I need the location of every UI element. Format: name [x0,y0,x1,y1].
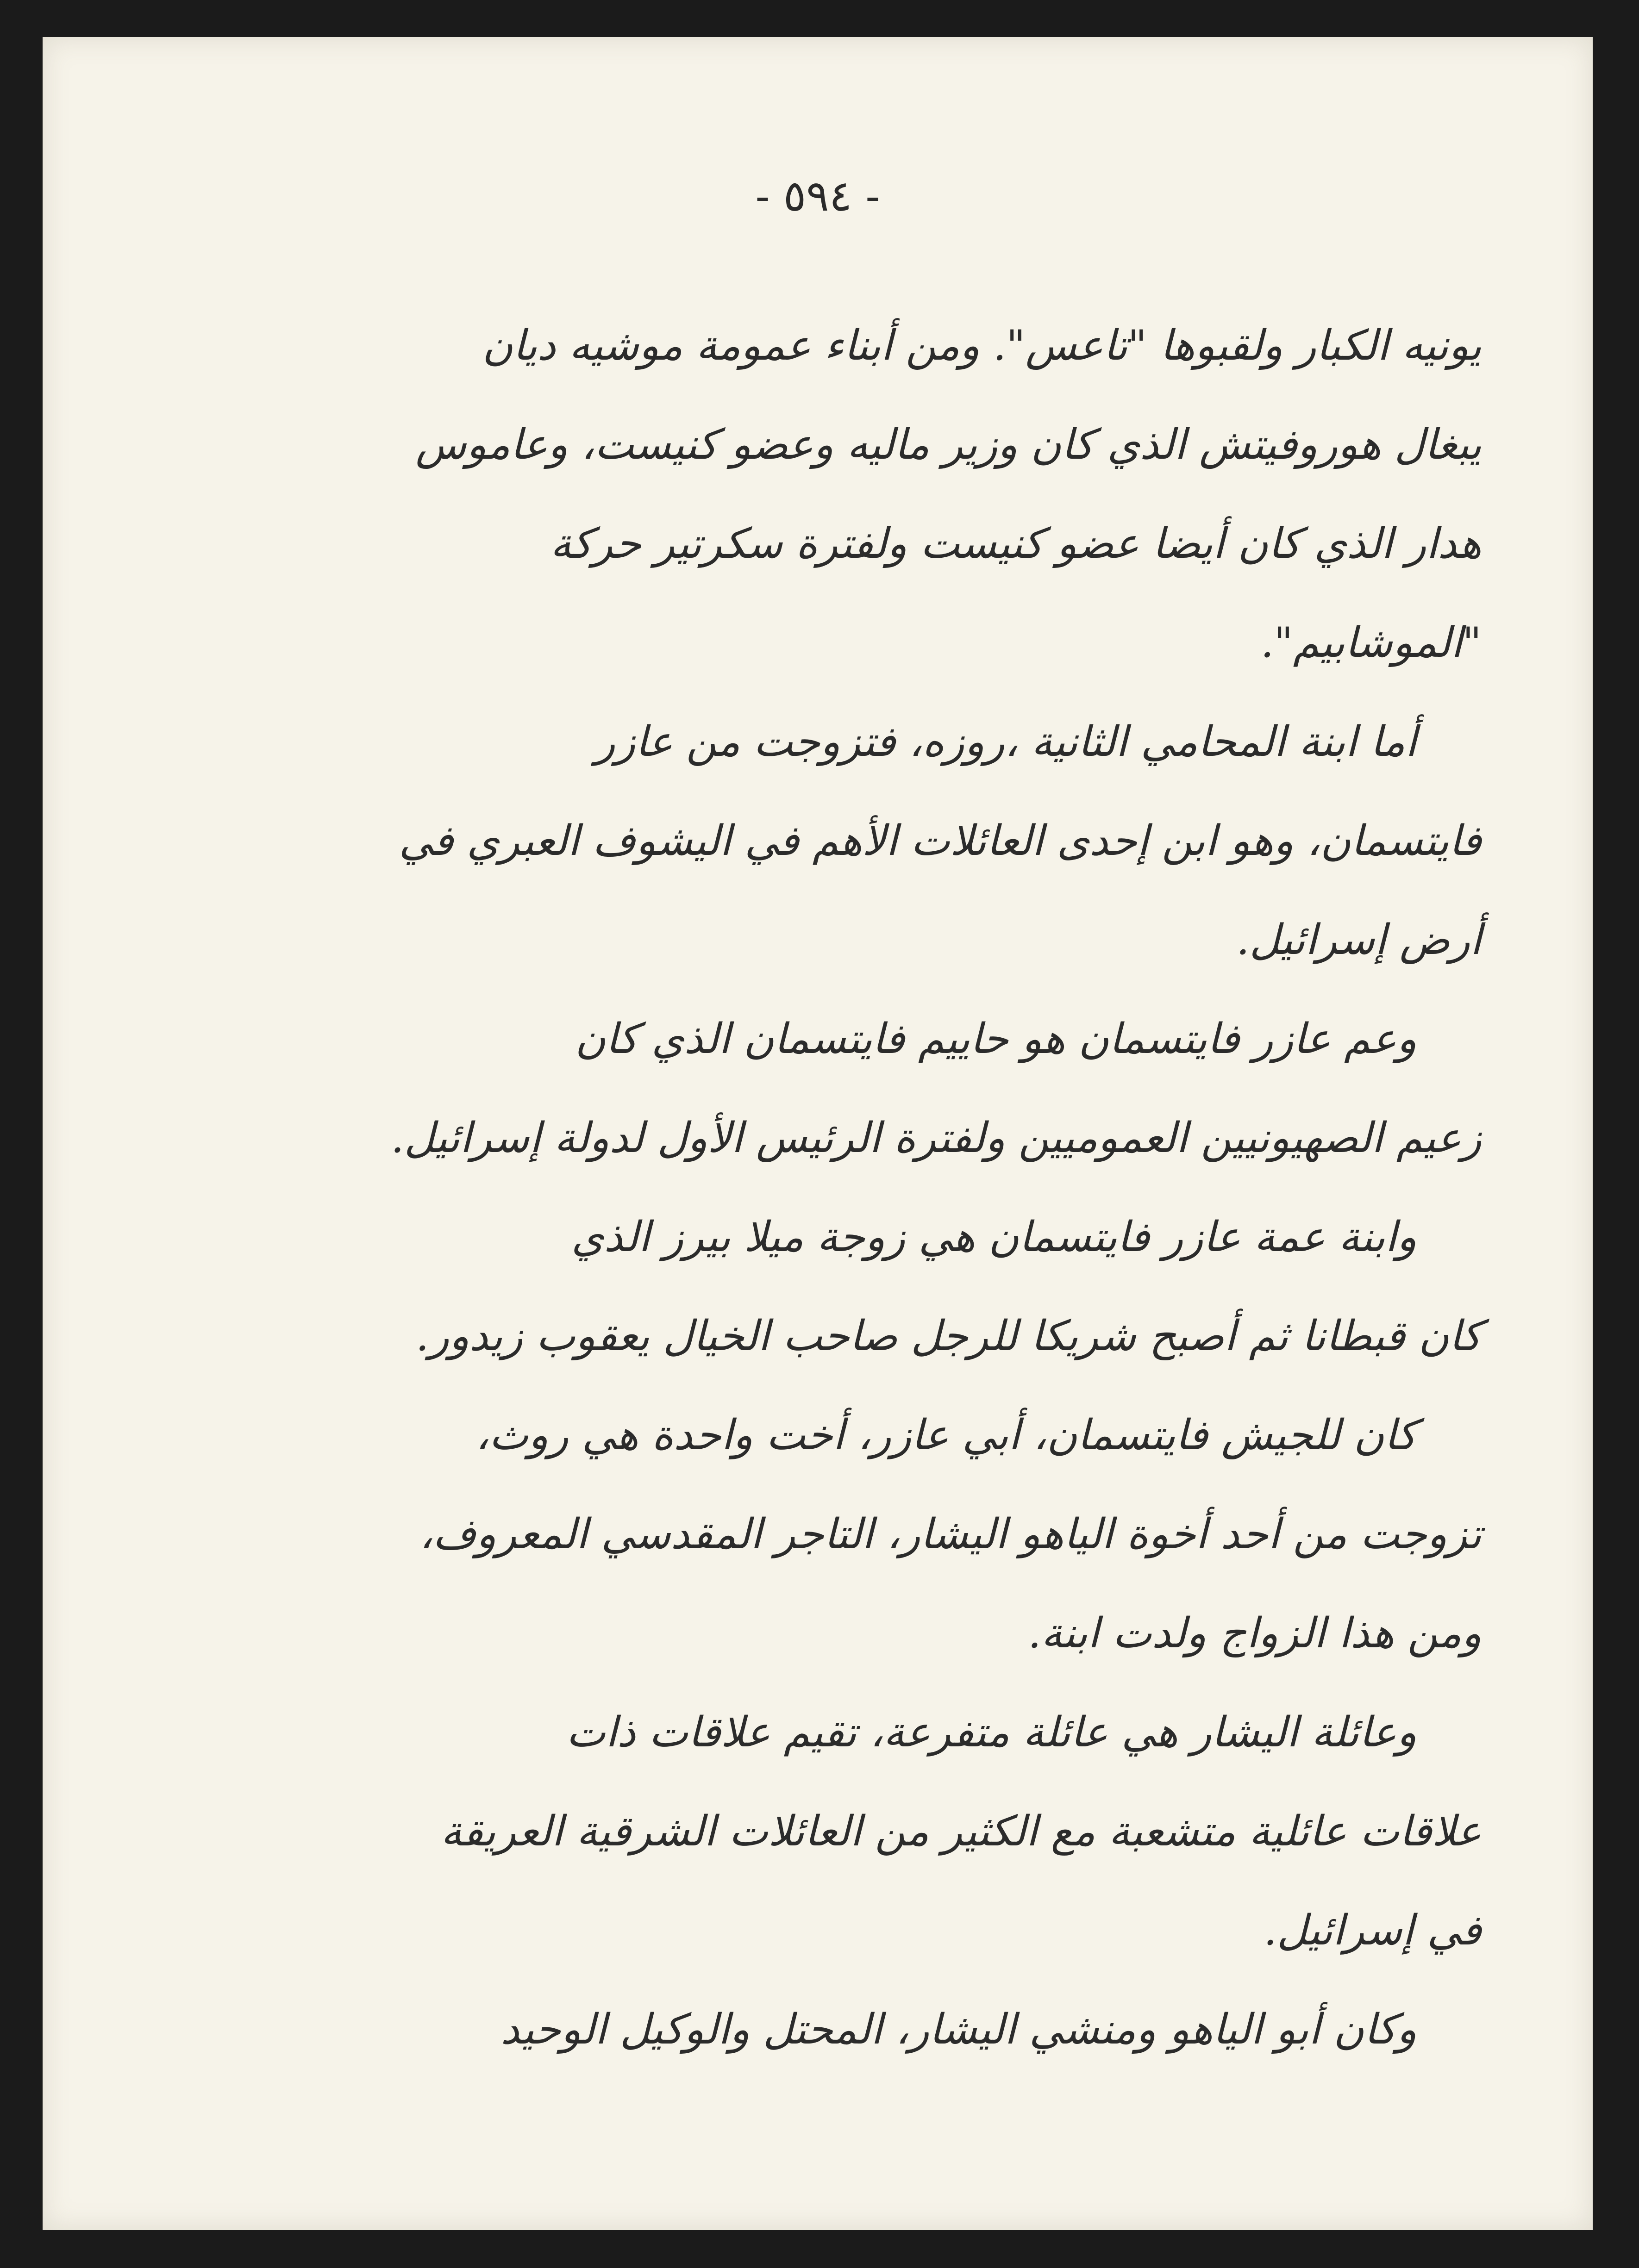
text-line-14: ومن هذا الزواج ولدت ابنة. [1028,1609,1482,1657]
text-line-5: أما ابنة المحامي الثانية ،روزه، فتزوجت من عازر [595,717,1417,766]
text-line-3: هدار الذي كان أيضا عضو كنيست ولفترة سكرتير حركة [550,519,1482,568]
text-line-9: زعيم الصهيونيين العموميين ولفترة الرئيس الأول لدولة إسرائيل. [391,1114,1482,1162]
text-line-12: كان للجيش فايتسمان، أبي عازر، أخت واحدة هي روث، [475,1411,1417,1459]
text-line-11: كان قبطانا ثم أصبح شريكا للرجل صاحب الخيال يعقوب زيدور. [415,1312,1482,1360]
text-line-13: تزوجت من أحد أخوة الياهو اليشار، التاجر المقدسي المعروف، [419,1510,1482,1558]
text-line-15: وعائلة اليشار هي عائلة متفرعة، تقيم علاقات ذات [566,1708,1417,1757]
text-line-1: يونيه الكبار ولقبوها "تاعس". ومن أبناء عمومة موشيه ديان [482,321,1482,370]
text-line-4: "الموشابيم". [1260,618,1482,667]
text-line-18: وكان أبو الياهو ومنشي اليشار، المحتل والوكيل الوحيد [500,2005,1417,2054]
text-line-7: أرض إسرائيل. [1236,916,1482,964]
manuscript-page [43,37,1593,2230]
handwritten-text-body [154,296,1482,2079]
page-number: - ٥٩٤ - [755,171,880,221]
text-line-8: وعم عازر فايتسمان هو حاييم فايتسمان الذي كان [575,1015,1417,1063]
text-line-10: وابنة عمة عازر فايتسمان هي زوجة ميلا بيرز الذي [571,1213,1417,1261]
text-line-2: يبغال هوروفيتش الذي كان وزير ماليه وعضو كنيست، وعاموس [415,420,1482,469]
text-line-16: علاقات عائلية متشعبة مع الكثير من العائلات الشرقية العريقة [440,1807,1482,1856]
text-line-17: في إسرائيل. [1264,1906,1482,1955]
text-line-6: فايتسمان، وهو ابن إحدى العائلات الأهم في اليشوف العبري في [399,816,1482,865]
